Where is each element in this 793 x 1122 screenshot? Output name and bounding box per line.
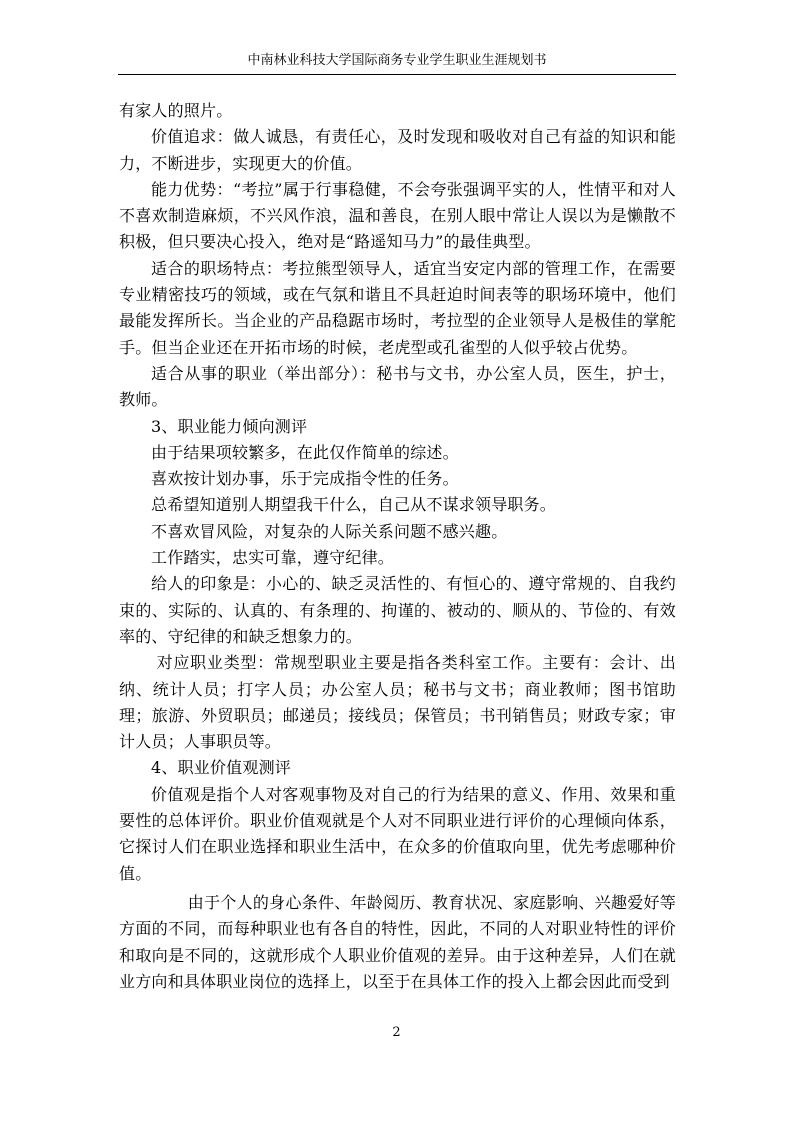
- header-rule: [118, 74, 676, 75]
- section-heading: 3、职业能力倾向测评: [151, 416, 308, 436]
- paragraph: 喜欢按计划办事，乐于完成指令性的任务。: [151, 469, 459, 489]
- paragraph: 不喜欢冒风险，对复杂的人际关系问题不感兴趣。: [151, 521, 508, 541]
- paragraph: 由于个人的身心条件、年龄阅历、教育状况、家庭影响、兴趣爱好等方面的不同，而每种职业也有各自的特性，因此，不同的人对职业特性的评价和取向是不同的，这就形成个人职业价值观的差异。由于这种差异，人们在就业方向和具体职业岗位的选择上，以至于在具体工作的投入上都会因此而受到: [119, 892, 676, 991]
- page-number: 2: [392, 1025, 401, 1040]
- paragraph: 有家人的照片。: [119, 101, 233, 120]
- paragraph: 适合从事的职业（举出部分）：秘书与文书，办公室人员，医生，护士，教师。: [119, 363, 676, 410]
- running-header: 中南林业科技大学国际商务专业学生职业生涯规划书: [247, 53, 547, 68]
- paragraph: 价值追求：做人诚恳，有责任心，及时发现和吸收对自己有益的知识和能力，不断进步，实现更大的价值。: [119, 127, 676, 173]
- document-body: [119, 98, 676, 995]
- paragraph: 总希望知道别人期望我干什么，自己从不谋求领导职务。: [151, 495, 557, 515]
- paragraph: 适合的职场特点：考拉熊型领导人，适宜当安定内部的管理工作，在需要专业精密技巧的领域，或在气氛和谐且不具赶迫时间表等的职场环境中，他们最能发挥所长。当企业的产品稳踞市场时，考拉型的企业领导人是极佳的掌舵手。但当企业还在开拓市场的时候，老虎型或孔雀型的人似乎较占优势。: [119, 258, 676, 357]
- section-heading: 4、职业价值观测评: [151, 758, 291, 778]
- paragraph: 对应职业类型：常规型职业主要是指各类科室工作。主要有：会计、出纳、统计人员；打字人员；办公室人员；秘书与文书；商业教师；图书馆助理；旅游、外贸职员；邮递员；接线员；保管员；书刊销售员；财政专家；审计人员；人事职员等。: [119, 653, 676, 752]
- paragraph: 给人的印象是：小心的、缺乏灵活性的、有恒心的、遵守常规的、自我约束的、实际的、认真的、有条理的、拘谨的、被动的、顺从的、节俭的、有效率的、守纪律的和缺乏想象力的。: [119, 574, 676, 646]
- paragraph: 能力优势：“考拉”属于行事稳健，不会夸张强调平实的人，性情平和对人不喜欢制造麻烦，不兴风作浪，温和善良，在别人眼中常让人误以为是懒散不积极，但只要决心投入，绝对是“路遥知马力”的最佳典型。: [119, 179, 676, 252]
- paragraph: 价值观是指个人对客观事物及对自己的行为结果的意义、作用、效果和重要性的总体评价。职业价值观就是个人对不同职业进行评价的心理倾向体系，它探讨人们在职业选择和职业生活中，在众多的价值取向里，优先考虑哪种价值。: [119, 784, 676, 883]
- paragraph: 由于结果项较繁多，在此仅作简单的综述。: [151, 442, 459, 462]
- paragraph: 工作踏实，忠实可靠，遵守纪律。: [151, 548, 395, 568]
